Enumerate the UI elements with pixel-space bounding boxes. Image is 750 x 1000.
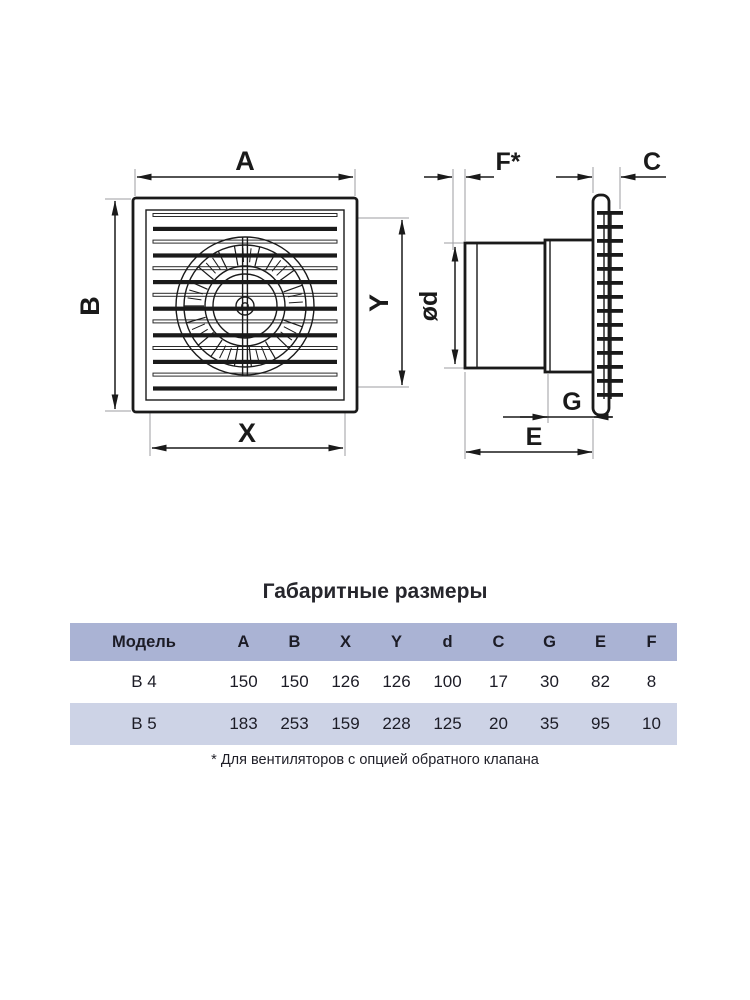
value-cell: 253	[280, 714, 309, 733]
value-cell: 183	[229, 714, 258, 733]
col-header-e: E	[594, 632, 606, 651]
value-cell: 8	[646, 672, 657, 691]
value-cell: 159	[331, 714, 360, 733]
table-row	[70, 703, 677, 745]
col-header-g: G	[543, 632, 556, 651]
dim-label-x: X	[237, 418, 257, 448]
dim-label-a: A	[235, 146, 255, 176]
dim-label-d: ød	[415, 290, 443, 322]
table-row	[70, 661, 677, 703]
col-header-c: C	[492, 632, 505, 651]
col-header-f: F	[646, 632, 657, 651]
col-header-x: X	[339, 632, 351, 651]
col-header-b: B	[288, 632, 301, 651]
col-header-a: A	[237, 632, 250, 651]
value-cell: 10	[642, 714, 661, 733]
table-title: Габаритные размеры	[262, 580, 488, 603]
model-name: В 5	[131, 714, 157, 733]
value-cell: 228	[382, 714, 411, 733]
value-cell: 125	[433, 714, 462, 733]
value-cell: 82	[591, 672, 610, 691]
col-header-model: Модель	[112, 632, 176, 651]
dim-label-f: F*	[495, 148, 521, 176]
dimensions-table	[70, 623, 677, 745]
value-cell: 100	[433, 672, 462, 691]
value-cell: 150	[280, 672, 309, 691]
col-header-d: d	[442, 632, 453, 651]
fan-front-view	[133, 198, 357, 412]
dim-label-b: B	[75, 296, 105, 316]
value-cell: 150	[229, 672, 258, 691]
col-header-y: Y	[390, 632, 402, 651]
model-name: В 4	[131, 672, 157, 691]
value-cell: 35	[540, 714, 559, 733]
value-cell: 17	[489, 672, 508, 691]
dim-label-e: E	[525, 423, 543, 451]
value-cell: 95	[591, 714, 610, 733]
table-header-row	[70, 623, 677, 661]
value-cell: 20	[489, 714, 508, 733]
dim-label-g: G	[562, 388, 582, 416]
fan-side-view	[465, 195, 623, 415]
footnote: * Для вентиляторов с опцией обратного клапана	[211, 752, 539, 768]
dim-label-c: C	[642, 148, 662, 176]
dim-label-y: Y	[364, 293, 394, 313]
value-cell: 126	[331, 672, 360, 691]
value-cell: 30	[540, 672, 559, 691]
value-cell: 126	[382, 672, 411, 691]
